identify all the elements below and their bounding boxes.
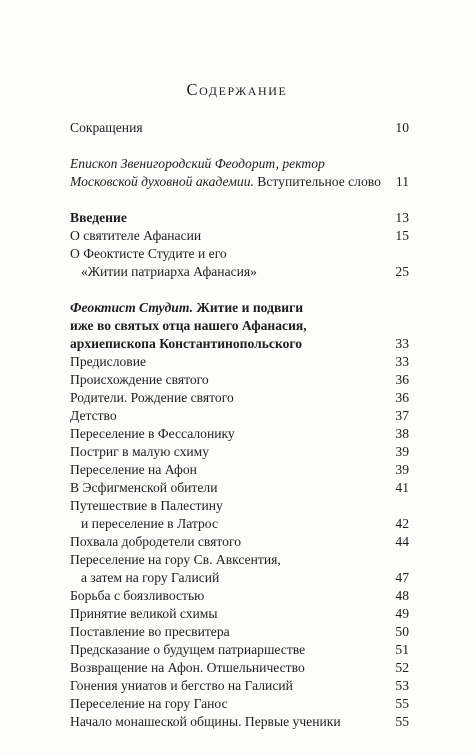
toc-entry [70,569,409,587]
toc-entry [70,605,409,623]
toc-entry-text: Начало монашеской общины. Первые ученики [70,714,341,729]
toc-entry-text: Принятие великой схимы [70,606,218,621]
toc-entry [70,533,409,551]
toc-entry-page: 44 [395,534,409,549]
toc-entry [70,371,409,389]
toc-entry-page: 10 [395,120,409,135]
toc-entry-page: 38 [395,426,409,441]
toc-entry [70,677,409,695]
toc-entry-page: 36 [395,372,409,387]
toc-entry-text: Родители. Рождение святого [70,390,234,405]
toc-entry-page: 48 [395,588,409,603]
toc-entry-page: 11 [395,174,409,189]
toc-entry-page: 50 [395,624,409,639]
toc-entry-text: Борьба с боязливостью [70,588,205,603]
toc-entry [70,299,409,317]
toc-entry-page: 36 [395,390,409,405]
toc-entry-text: Переселение на гору Ганос [70,696,228,711]
toc-entry [70,659,409,677]
toc-entry-rest: Житие и подвиги [193,300,304,315]
toc-entry [70,119,409,137]
toc-entry-page: 52 [395,660,409,675]
toc-entry [70,173,409,191]
toc-entry-text: и переселение в Латрос [81,516,218,531]
toc-entry [70,425,409,443]
toc-entry-text: Детство [70,408,117,423]
toc-entry [70,209,409,227]
toc-entry-page: 13 [395,210,409,225]
toc-entry-page: 55 [395,696,409,711]
toc-entry-text: Возвращение на Афон. Отшельничество [70,660,305,675]
toc-entry [70,317,409,335]
toc-entry [70,623,409,641]
toc-entry [70,515,409,533]
toc-entry [70,389,409,407]
toc-entry-page: 37 [395,408,409,423]
toc-entry [70,641,409,659]
toc-entry-text: Путешествие в Палестину [70,498,223,513]
toc-entry-text: «Житии патриарха Афанасия» [81,264,257,279]
toc-entry-page: 49 [395,606,409,621]
toc-entry [70,713,409,731]
toc-entry [70,407,409,425]
toc-entry [70,245,409,263]
toc-entry [70,443,409,461]
toc-entry-page: 55 [395,714,409,729]
toc-entry [70,497,409,515]
toc-entry-italic: Феоктист Студит. [70,300,193,315]
toc-entry-text: архиепископа Константинопольского [70,336,303,351]
toc-entry [70,227,409,245]
toc-entry-page: 51 [395,642,409,657]
toc-entry-text [70,155,325,173]
toc-entry-text: Переселение на Афон [70,462,197,477]
toc-entry-italic: Московской духовной академии. [70,174,254,189]
toc-entry-text [70,299,303,317]
toc-entry-page: 53 [395,678,409,693]
toc-entry-text: Предисловие [70,354,147,369]
toc-entry-italic: Епископ Звенигородский Феодорит, ректор [70,156,325,171]
toc-entry [70,335,409,353]
toc-entry [70,353,409,371]
toc-entry-text: Введение [70,210,127,225]
toc-entry [70,263,409,281]
page-title: Содержание [186,80,288,99]
toc-entry-page: 33 [395,354,409,369]
toc-entry-text: Похвала добродетели святого [70,534,242,549]
toc-entry-text: Предсказание о будущем патриаршестве [70,642,306,657]
toc-entry [70,695,409,713]
toc-entry-text: В Эсфигменской обители [70,480,218,495]
toc-entry-page: 33 [395,336,409,351]
table-of-contents [70,119,409,731]
toc-entry-text: Переселение в Фессалонику [70,426,235,441]
toc-entry-page: 39 [395,444,409,459]
toc-entry [70,461,409,479]
toc-entry-text: Постриг в малую схиму [70,444,210,459]
toc-entry-text: Переселение на гору Св. Авксентия, [70,552,281,567]
toc-entry [70,551,409,569]
toc-entry [70,587,409,605]
toc-entry-text [70,173,381,191]
toc-entry-text: а затем на гору Галисий [81,570,220,585]
toc-entry-text: О Феоктисте Студите и его [70,246,227,261]
toc-entry-rest: Вступительное слово [253,174,381,189]
toc-entry-page: 15 [395,228,409,243]
toc-entry-text: Поставление во пресвитера [70,624,230,639]
toc-entry [70,479,409,497]
toc-entry-page: 47 [395,570,409,585]
toc-entry-text: Происхождение святого [70,372,209,387]
toc-entry-page: 42 [395,516,409,531]
toc-entry-text: Сокращения [70,120,143,135]
toc-entry-page: 41 [395,480,409,495]
toc-entry-page: 39 [395,462,409,477]
toc-entry-text: О святителе Афанасии [70,228,202,243]
toc-entry-text: иже во святых отца нашего Афанасия, [70,318,307,333]
toc-entry-page: 25 [395,264,409,279]
toc-entry [70,155,409,173]
toc-entry-text: Гонения униатов и бегство на Галисий [70,678,293,693]
